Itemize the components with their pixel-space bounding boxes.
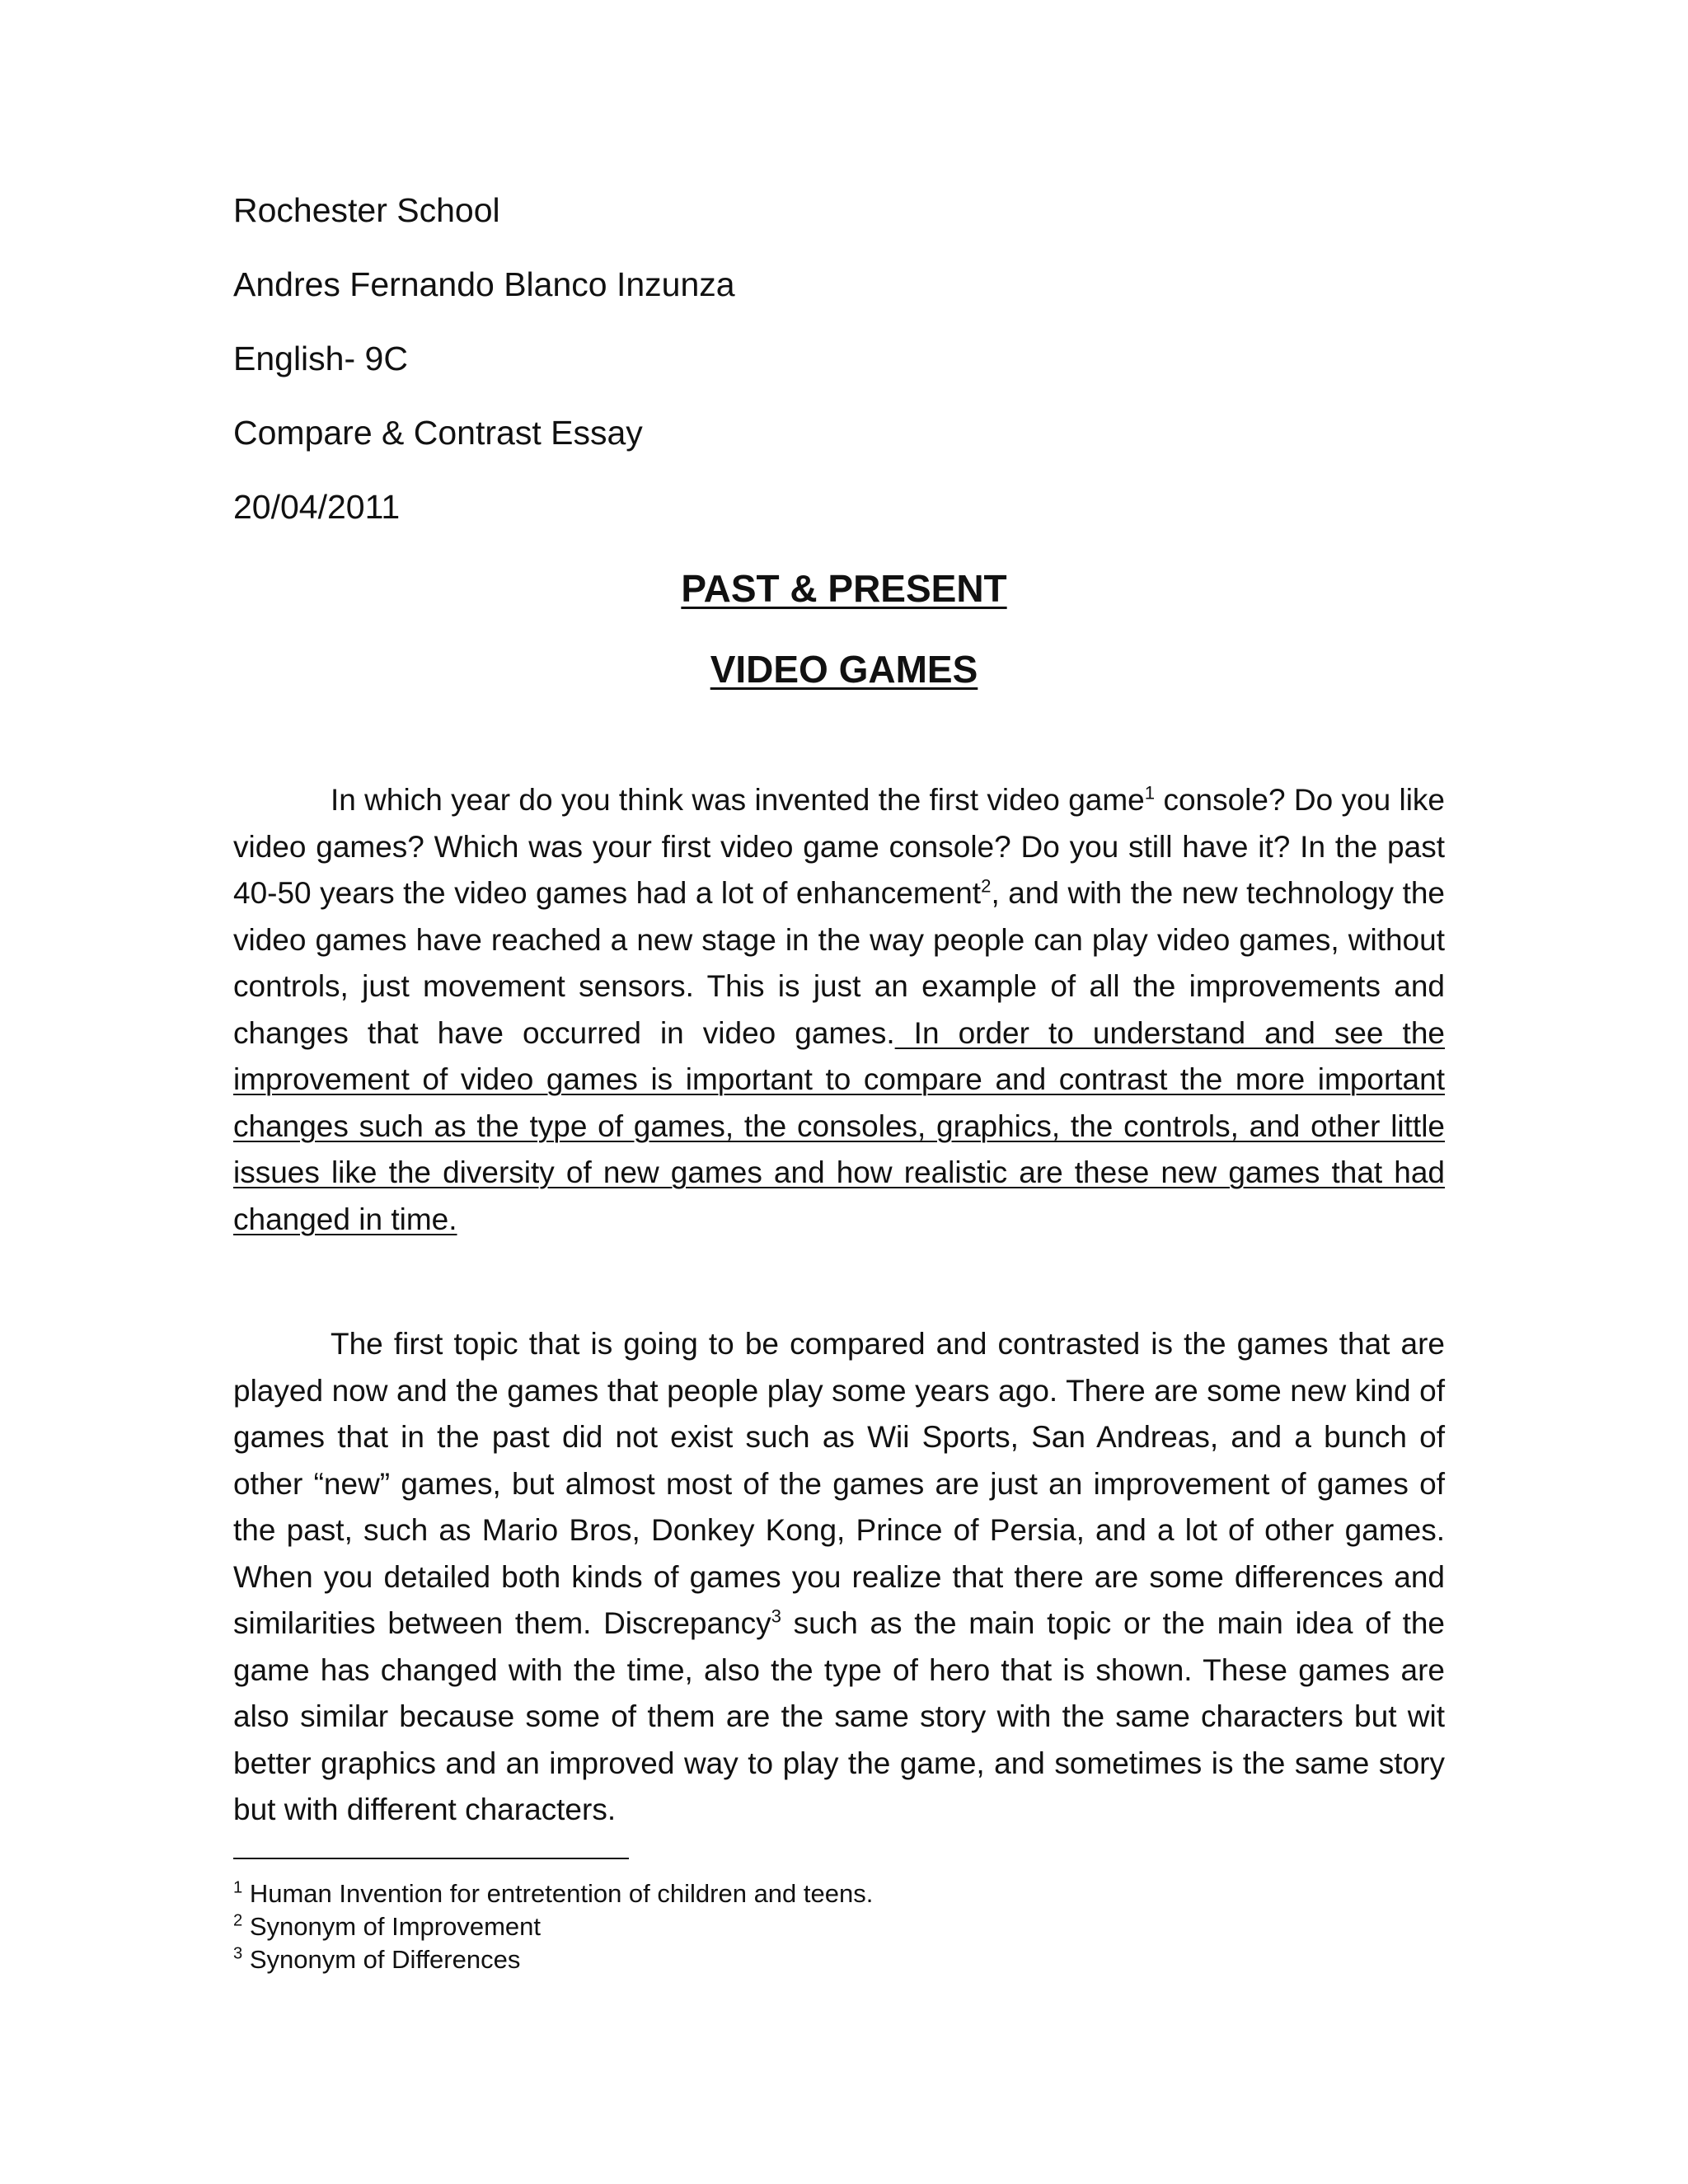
footnote-number: 3 bbox=[233, 1944, 243, 1963]
footnote-text: Synonym of Improvement bbox=[242, 1912, 542, 1941]
thesis-statement: In order to understand and see the improvement of video games is important to compare and contrast the more important changes such as the type of games, the consoles, graphics, the controls, and other little issues like the diversity of new games and how realistic are these new games that had changed in time. bbox=[233, 1015, 1445, 1236]
footnote-ref-2: 2 bbox=[981, 875, 992, 897]
footnote-separator bbox=[233, 1858, 629, 1859]
paragraph-games bbox=[233, 1321, 1445, 1834]
footnote-text: Synonym of Differences bbox=[242, 1945, 521, 1974]
intro-text-2: console? Do you like video games? Which was your first video game console? Do you still have it? In the past 40-50 years the video games had a lot of enhancement bbox=[233, 783, 1446, 910]
author-name: Andres Fernando Blanco Inzunza bbox=[233, 265, 735, 303]
school-name: Rochester School bbox=[233, 191, 500, 229]
footnote-number: 1 bbox=[233, 1878, 243, 1897]
essay-date: 20/04/2011 bbox=[233, 488, 401, 526]
assignment-name: Compare & Contrast Essay bbox=[233, 414, 643, 452]
games-text-2: such as the main topic or the main idea of the game has changed with the time, also the type of hero that is shown. These games are also similar because some of them are the same story with the same characters but wit better graphics and an improved way to play the game, and sometimes is the same story but with different characters. bbox=[233, 1606, 1446, 1826]
intro-text-1: In which year do you think was invented the first video game bbox=[331, 783, 1145, 817]
footnote-ref-1: 1 bbox=[1144, 782, 1156, 804]
footnote-1 bbox=[233, 1877, 873, 1910]
footnote-2 bbox=[233, 1910, 873, 1943]
paragraph-introduction bbox=[233, 777, 1445, 1243]
footnote-3 bbox=[233, 1943, 873, 1976]
title-line-2-text: VIDEO GAMES bbox=[710, 648, 978, 691]
title-line-1-text: PAST & PRESENT bbox=[681, 567, 1007, 610]
footnotes bbox=[233, 1877, 873, 1976]
title-line-2 bbox=[0, 648, 1688, 691]
class-name: English- 9C bbox=[233, 340, 408, 377]
footnote-number: 2 bbox=[233, 1911, 243, 1930]
games-text-1: The first topic that is going to be compared and contrasted is the games that are played now and the games that people play some years ago. There are some new kind of games that in the past did not exist such as Wii Sports, San Andreas, and a bunch of other “new” games, but almost most of the games are just an improvement of games of the past, such as Mario Bros, Donkey Kong, Prince of Persia, and a lot of other games. When you detailed both kinds of games you realize that there are some differences and similarities between them. Discrepancy bbox=[233, 1327, 1445, 1640]
title-line-1 bbox=[0, 567, 1688, 610]
essay-header bbox=[233, 192, 735, 563]
intro-text-3: , and with the new technology the video games have reached a new stage in the way people can play video games, without controls, just movement sensors. This is just an example of all the improvements and changes that have occurred in video games. bbox=[233, 876, 1446, 1050]
footnote-ref-3: 3 bbox=[771, 1605, 781, 1627]
footnote-text: Human Invention for entretention of children and teens. bbox=[242, 1879, 874, 1908]
